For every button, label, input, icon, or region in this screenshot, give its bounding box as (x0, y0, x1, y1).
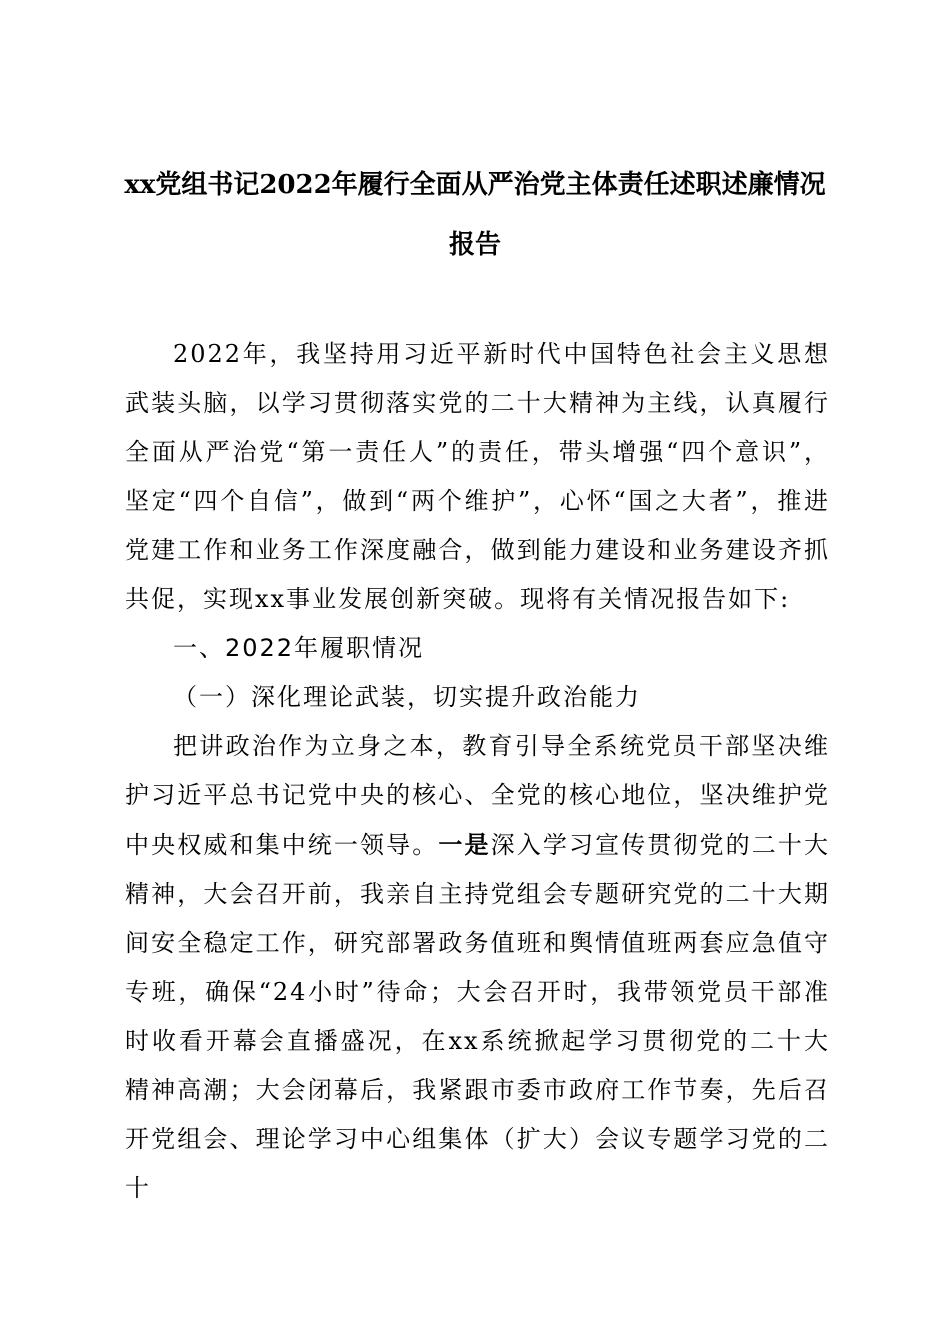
document-body (125, 330, 830, 1213)
bold-marker: 一是 (438, 830, 491, 859)
body-paragraph (125, 722, 830, 1213)
intro-paragraph: 2022年，我坚持用习近平新时代中国特色社会主义思想武装头脑，以学习贯彻落实党的二十大精神为主线，认真履行全面从严治党“第一责任人”的责任，带头增强“四个意识”，坚定“四个自信”，做到“两个维护”，心怀“国之大者”，推进党建工作和业务工作深度融合，做到能力建设和业务建设齐抓共促，实现xx事业发展创新突破。现将有关情况报告如下: (125, 340, 830, 613)
paragraph-text-lead: 把讲政治作为立身之本，教育引导全系统党员干部坚决维护习近平总书记党中央的核心、全党的核心地位，坚决维护党中央权威和集中统一领导。 (125, 732, 830, 859)
section-heading: 一、2022年履职情况 (173, 634, 425, 662)
paragraph-text-rest: 深入学习宣传贯彻党的二十大精神，大会召开前，我亲自主持党组会专题研究党的二十大期间安全稳定工作，研究部署政务值班和舆情值班两套应急值守专班，确保“24小时”待命；大会召开时，我带领党员干部准时收看开幕会直播盛况，在xx系统掀起学习贯彻党的二十大精神高潮；大会闭幕后，我紧跟市委市政府工作节奏，先后召开党组会、理论学习中心组集体（扩大）会议专题学习党的二十 (125, 831, 831, 1202)
document-title: xx党组书记2022年履行全面从严治党主体责任述职述廉情况报告 (124, 170, 826, 260)
subsection-heading: （一）深化理论武装，切实提升政治能力 (173, 683, 641, 711)
